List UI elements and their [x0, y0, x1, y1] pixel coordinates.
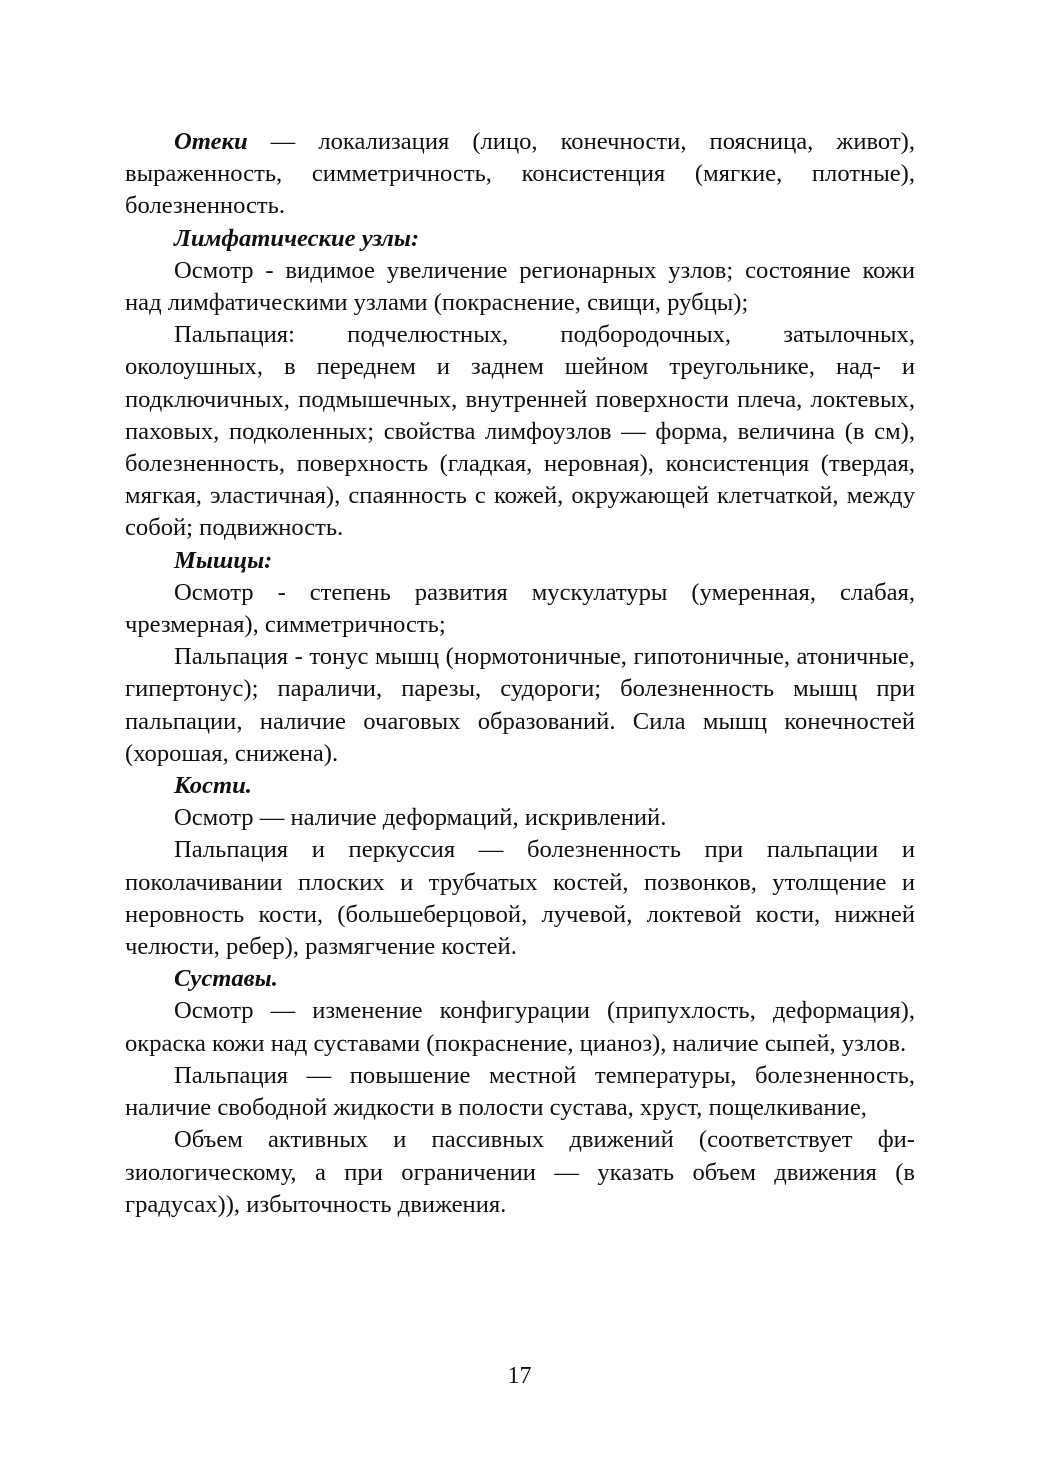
- joints-palpation: Пальпация — повышение местной температуры, болезненность, наличие свободной жидкости в полости сустава, хруст, пощелкивание,: [125, 1061, 915, 1122]
- edema-term: Отеки: [174, 128, 248, 155]
- bones-inspection: Осмотр — наличие деформаций, искривлений.: [174, 804, 667, 832]
- bones-heading: Кости.: [174, 772, 252, 800]
- edema-paragraph: [125, 126, 915, 223]
- edema-text: — локализация (лицо, конечности, поясница, живот), выраженность, симметричность, консистенция (мягкие, плотные), болезненность.: [125, 128, 915, 220]
- joints-heading: Суставы.: [174, 965, 278, 993]
- page-content: [125, 126, 915, 1221]
- muscles-palpation: Пальпация - тонус мышц (нормотоничные, гипотоничные, атоничные, гипертонус); параличи, парезы, судороги; болезненность мышц при пальпации, наличие очаговых образований. Сила мышц конечностей (хорошая, снижена).: [125, 643, 915, 767]
- bones-palpation: Пальпация и перкуссия — болезненность при пальпации и поколачивании плоских и трубчатых костей, позвонков, утолщение и неровность кости, (большеберцовой, лучевой, локтевой кости, нижней челюсти, ребер), размягчение костей.: [125, 836, 915, 961]
- joints-inspection: Осмотр — изменение конфигурации (припухлость, деформация), окраска кожи над суставами (покраснение, цианоз), наличие сыпей, узлов.: [125, 997, 915, 1057]
- lymph-nodes-palpation: Пальпация: подчелюстных, подбородочных, затылочных, околоушных, в переднем и заднем шейном треугольнике, над- и подключичных, подмышечных, внутренней поверхности плеча, локтевых, паховых, подколенных; свойства лимфоузлов — форма, величина (в см), болезненность, поверхность (гладкая, неровная), консистенция (твердая, мягкая, эластичная), спаянность с кожей, окружающей клетчаткой, между собой; подвижность.: [125, 321, 915, 542]
- lymph-nodes-inspection: Осмотр - видимое увеличение регионарных узлов; состояние кожи над лимфатическими узлами (покраснение, свищи, рубцы);: [125, 256, 915, 317]
- joints-range-of-motion: Объем активных и пассивных движений (соответствует физиологическому, а при ограничении — указать объем движения (в градусах)), избыточность движения.: [125, 1126, 915, 1218]
- muscles-inspection: Осмотр - степень развития мускулатуры (умеренная, слабая, чрезмерная), симметричность;: [125, 578, 915, 639]
- page-number: 17: [507, 1363, 532, 1389]
- lymph-nodes-heading: Лимфатические узлы:: [174, 224, 420, 252]
- muscles-heading: Мышцы:: [174, 546, 273, 574]
